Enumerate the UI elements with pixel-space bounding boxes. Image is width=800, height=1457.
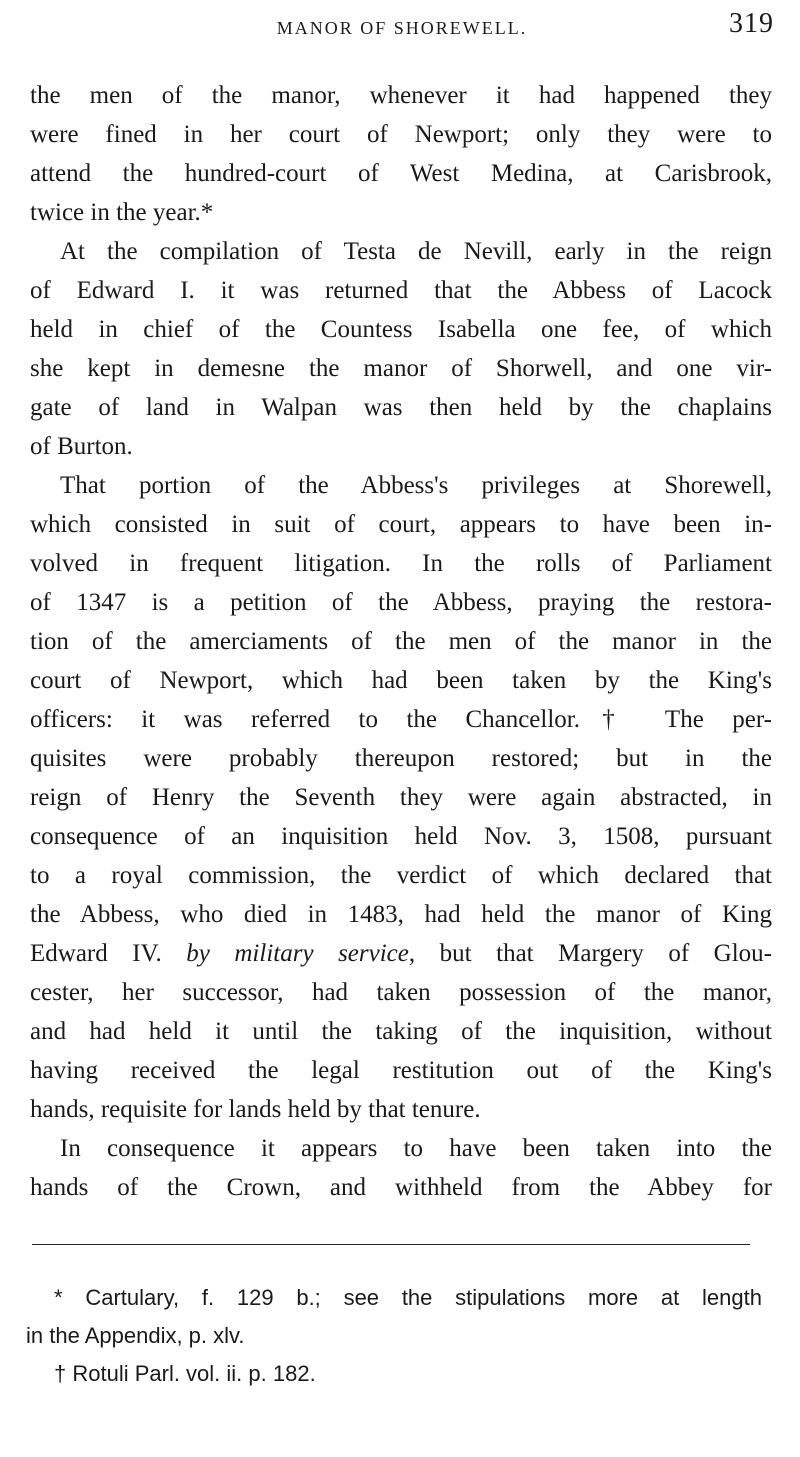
text-line: held in chief of the Countess Isabella one fee, of which xyxy=(30,316,772,343)
text-line: to a royal commission, the verdict of which declared that xyxy=(30,862,772,889)
text-line: she kept in demesne the manor of Shorwell, and one vir- xyxy=(30,355,772,382)
text-line: having received the legal restitution out of the King's xyxy=(30,1057,772,1084)
running-title: MANOR OF SHOREWELL. xyxy=(276,18,528,38)
footnotes xyxy=(26,1279,762,1393)
text-line: consequence of an inquisition held Nov. 3, 1508, pursuant xyxy=(30,823,772,850)
text-line: which consisted in suit of court, appears to have been in- xyxy=(30,511,772,538)
text-line: quisites were probably thereupon restored; but in the xyxy=(30,745,772,772)
text-line: the Abbess, who died in 1483, had held the manor of King xyxy=(30,901,772,928)
text-line: and had held it until the taking of the inquisition, without xyxy=(30,1018,772,1045)
text-line: officers: it was referred to the Chancellor.† The per- xyxy=(30,706,772,733)
paragraph-start-line: At the compilation of Testa de Nevill, early in the reign xyxy=(60,238,772,265)
paragraph-start-line: In consequence it appears to have been taken into the xyxy=(60,1135,772,1162)
text-line: of Edward I. it was returned that the Abbess of Lacock xyxy=(30,277,772,304)
text-line: attend the hundred-court of West Medina, at Carisbrook, xyxy=(30,160,772,187)
paragraph-start-line: That portion of the Abbess's privileges at Shorewell, xyxy=(60,472,772,499)
text-line: of Burton. xyxy=(30,433,133,460)
text-line: hands of the Crown, and withheld from the Abbey for xyxy=(30,1174,772,1201)
text-line: of 1347 is a petition of the Abbess, praying the restora- xyxy=(30,589,772,616)
text-line: hands, requisite for lands held by that tenure. xyxy=(30,1096,481,1123)
body-text xyxy=(30,76,772,1207)
footnote-line: † Rotuli Parl. vol. ii. p. 182. xyxy=(54,1361,316,1386)
text-line: court of Newport, which had been taken by the King's xyxy=(30,667,772,694)
footnote-line: in the Appendix, p. xlv. xyxy=(26,1323,245,1348)
footnote-line: * Cartulary, f. 129 b.; see the stipulations more at length xyxy=(54,1285,762,1310)
page-number: 319 xyxy=(729,8,774,39)
text-line: gate of land in Walpan was then held by the chaplains xyxy=(30,394,772,421)
text-line: volved in frequent litigation. In the rolls of Parliament xyxy=(30,550,772,577)
text-span: , but that Margery of Glou- xyxy=(408,940,772,967)
text-line: twice in the year.* xyxy=(30,199,214,226)
footnote-rule xyxy=(32,1244,750,1245)
text-line: were fined in her court of Newport; only they were to xyxy=(30,121,772,148)
text-line: tion of the amerciaments of the men of the manor in the xyxy=(30,628,772,655)
text-line: reign of Henry the Seventh they were again abstracted, in xyxy=(30,784,772,811)
running-head xyxy=(30,8,774,48)
text-span: Edward IV. xyxy=(30,940,162,967)
text-line: the men of the manor, whenever it had happened they xyxy=(30,82,772,109)
text-line: cester, her successor, had taken possession of the manor, xyxy=(30,979,772,1006)
italic-phrase: by military service xyxy=(186,940,409,967)
text-line-with-italic xyxy=(30,934,772,973)
